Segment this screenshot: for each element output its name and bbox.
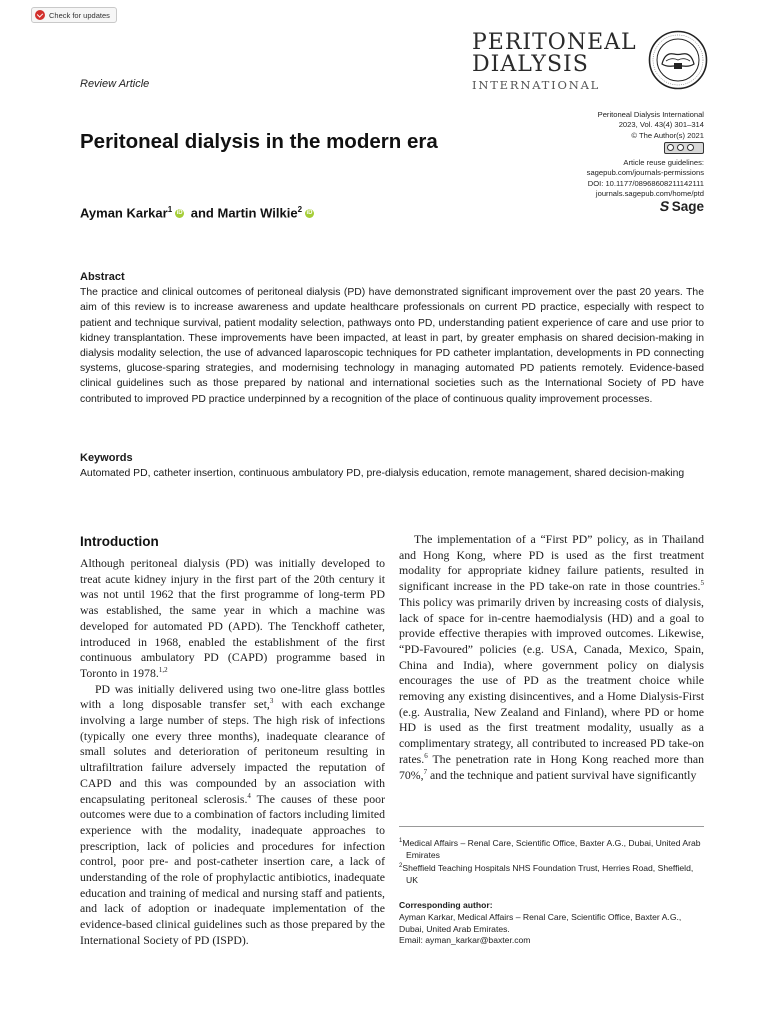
affiliation-number: 1 — [399, 838, 403, 844]
body-text: The penetration rate in Hong Kong reached more than 70%, — [399, 751, 704, 782]
body-text: This policy was primarily driven by increasing costs of dialysis, lack of space for in-centre haemodialysis (HD) and a goal to provide effective therapies with improved outcomes. Likewise, “PD-Favoured” policies (e.g. USA, Canada, Mexico, Spain, China and India), where government policy on dialysis encourages the use of PD as the treatment choice while removing any existing disincentives, and a Home Dialysis-First (e.g. Australia, New Zealand and Finland), where PD or home HD is used as the first treatment modality, usually as a complimentary strategy, all contributed to increased PD take-on rates. — [399, 594, 704, 766]
body-text: with each exchange involving a large number of steps. The high risk of infections (typically one every three months), inadequate clearance of small solutes and deterioration of peritoneum resulting in ultrafiltration failure adversely impacted the reputation of CAPD and this was compounded by an association with encapsulating peritoneal sclerosis. — [80, 697, 386, 806]
citation-ref[interactable]: 7 — [423, 767, 428, 776]
journal-name-line2: DIALYSIS — [472, 52, 589, 77]
keywords-heading: Keywords — [80, 452, 133, 464]
publisher-logo — [587, 198, 704, 215]
affiliation-item — [399, 836, 704, 861]
meta-reuse-link[interactable]: sagepub.com/journals-permissions — [586, 168, 704, 178]
sage-s-icon: S — [658, 198, 672, 215]
meta-journal-name: Peritoneal Dialysis International — [597, 110, 704, 119]
section-heading-introduction: Introduction — [80, 534, 159, 549]
body-paragraph — [80, 556, 385, 682]
check-updates-icon — [35, 10, 45, 20]
orcid-icon[interactable]: iD — [176, 210, 183, 217]
corresponding-heading: Corresponding author: — [399, 900, 493, 910]
meta-reuse-label: Article reuse guidelines: — [623, 158, 704, 168]
citation-ref[interactable]: 1,2 — [158, 666, 168, 674]
journal-name-line1: PERITONEAL — [472, 30, 637, 55]
article-type: Review Article — [80, 78, 150, 90]
abstract-section — [80, 270, 704, 407]
keywords-text: Automated PD, catheter insertion, continuous ambulatory PD, pre-dialysis education, remote management, shared decision-making — [80, 468, 685, 480]
affiliation-text: Medical Affairs – Renal Care, Scientific Office, Baxter A.G., Dubai, United Arab Emirates — [402, 837, 701, 860]
check-updates-label: Check for updates — [49, 10, 110, 20]
meta-copyright: © The Author(s) 2021 — [631, 130, 704, 140]
keywords-section — [80, 451, 704, 481]
body-text: The causes of these poor outcomes were due to a combination of factors including limited experience with the modality, inadequate approaches to prescription, lack of policies and procedures for infection control, poor pre- and post-catheter insertion care, a lack of understanding of the role of prophylactic antibiotics, inadequate education and training of medical and nursing staff and patients, and lack of adoption or inadequate implementation of the evidence-based clinical guidelines such as those prepared by the International Society of PD (ISPD). — [80, 791, 386, 947]
body-paragraph — [399, 532, 704, 783]
citation-ref[interactable]: 4 — [247, 791, 251, 800]
journal-name-line3: INTERNATIONAL — [472, 78, 601, 92]
body-text: Although peritoneal dialysis (PD) was initially developed to treat acute kidney injury in the first part of the 20th century it was not until 1962 that the first programme of long-term PD was established, the same year in which a machine was developed for automated PD (APD). The Tenckhoff catheter, introduced in 1968, enabled the establishment of the first continuous ambulatory PD (CAPD) programme based in Toronto in 1978. — [80, 556, 385, 680]
society-seal-logo — [648, 30, 708, 90]
body-text: and the technique and patient survival have significantly — [427, 767, 697, 782]
citation-ref[interactable]: 6 — [424, 751, 428, 760]
affiliation-marker: 1 — [167, 205, 173, 214]
meta-doi[interactable]: DOI: 10.1177/08968608211142111 — [587, 178, 704, 188]
body-column-right — [399, 532, 704, 783]
affiliation-text: Sheffield Teaching Hospitals NHS Foundation Trust, Herries Road, Sheffield, UK — [402, 863, 694, 886]
publisher-name: Sage — [671, 199, 704, 215]
author-name[interactable]: Ayman Karkar — [80, 205, 168, 221]
article-metadata — [587, 110, 704, 213]
abstract-text: The practice and clinical outcomes of peritoneal dialysis (PD) have demonstrated significant improvement over the past 20 years. The aim of this review is to increase awareness and update healthcare professionals on current PD practice, especially with respect to patient and technique survival, patient modality selection, pathways onto PD, understanding patient experience of care and use prior to kidney transplantation. These improvements have been impacted, at least in part, by greater emphasis on shared decision-making in dialysis modality selection, the use of advanced laparoscopic techniques for PD catheter implantation, developments in PD connecting systems, glucose-sparing strategies, and modernising technology in managing automated PD patients remotely. Evidence-based clinical guidelines such as those prepared by national and international societies such as the International Society of PD have contributed to improved PD practice underpinned by a recognition of the place of continuous quality improvement processes. — [80, 287, 704, 405]
corresponding-email[interactable]: Email: ayman_karkar@baxter.com — [399, 935, 531, 946]
creative-commons-icon — [664, 142, 704, 154]
meta-citation: 2023, Vol. 43(4) 301–314 — [618, 120, 704, 130]
check-for-updates-button[interactable] — [31, 7, 117, 23]
journal-masthead — [472, 32, 642, 92]
body-text: The implementation of a “First PD” policy, as in Thailand and Hong Kong, where PD is used as the first treatment modality for appropriate kidney failure patients, resulted in significant increase in the PD take-on rate in those countries. — [399, 532, 704, 594]
body-text: PD was initially delivered using two one-litre glass bottles with a long disposable transfer set, — [80, 681, 385, 712]
corresponding-details: Ayman Karkar, Medical Affairs – Renal Care, Scientific Office, Baxter A.G., Dubai, United Arab Emirates. — [399, 911, 682, 934]
orcid-icon[interactable]: iD — [306, 210, 313, 217]
abstract-heading: Abstract — [80, 271, 125, 283]
footnote-divider — [399, 826, 704, 827]
affiliation-item — [399, 861, 704, 886]
body-column-left — [80, 556, 385, 949]
article-title: Peritoneal dialysis in the modern era — [80, 130, 438, 153]
affiliation-number: 2 — [399, 863, 403, 870]
affiliation-marker: 2 — [297, 205, 303, 214]
affiliations — [399, 836, 704, 887]
author-connector: and — [187, 205, 218, 221]
author-list — [80, 205, 317, 220]
body-paragraph — [80, 682, 385, 949]
author-name[interactable]: Martin Wilkie — [217, 205, 298, 221]
citation-ref[interactable]: 5 — [700, 579, 704, 588]
corresponding-author — [399, 900, 704, 947]
meta-journal-link[interactable]: journals.sagepub.com/home/ptd — [595, 189, 704, 199]
citation-ref[interactable]: 3 — [269, 697, 274, 706]
